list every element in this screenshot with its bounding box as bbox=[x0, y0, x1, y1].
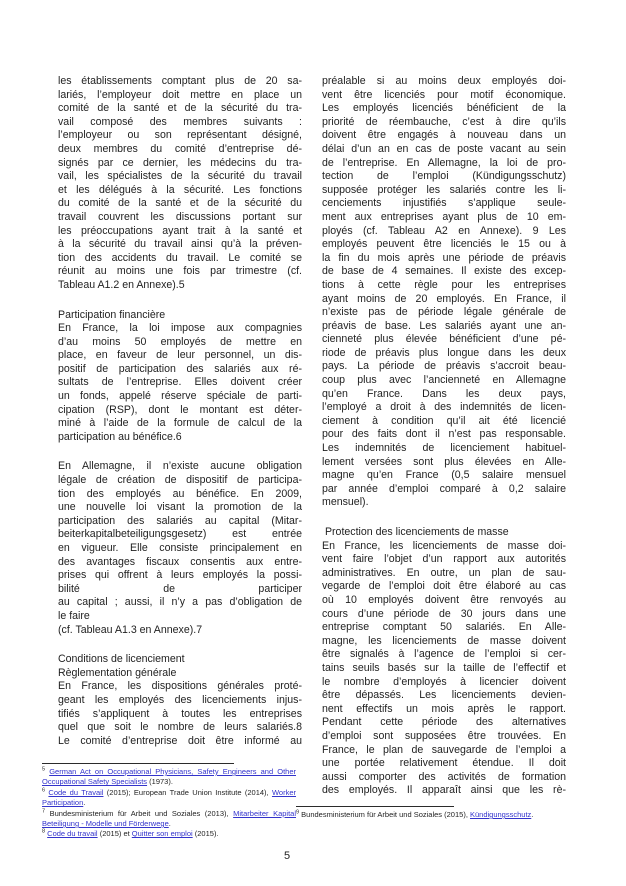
text-line: tifiés s’appliquent à toutes les entreprises bbox=[58, 707, 302, 720]
text-line: Le comité d’entreprise doit être informé au bbox=[58, 734, 302, 747]
text-line: Les employés licenciés bénéficient de la bbox=[322, 102, 566, 115]
text-line: tains seuils basés sur la taille de l’effectif et bbox=[322, 661, 566, 674]
text-line: à la sécurité du travail ainsi qu’à la préven- bbox=[58, 238, 302, 251]
text-line: aussi comporter des activités de formation bbox=[322, 770, 566, 783]
text-line: Participation financière bbox=[58, 308, 166, 321]
text-line: vegarde de l’emploi doit être élaboré au cas bbox=[322, 580, 566, 593]
text-line: supposée protéger les salariés contre les li- bbox=[322, 183, 566, 196]
text-line: du comité de la santé et de la sécurité du bbox=[58, 197, 302, 210]
footnote-link[interactable]: Quitter son emploi bbox=[131, 829, 193, 839]
footnote-text: (2015) et bbox=[97, 829, 132, 839]
text-line: doivent être engagés à nouveau dans un bbox=[322, 129, 566, 142]
paragraph-gap bbox=[58, 444, 302, 460]
paragraph-gap bbox=[322, 510, 566, 526]
text-line: lement versées sont plus élevées en Alle- bbox=[322, 455, 566, 468]
footnote-text: . bbox=[83, 798, 86, 808]
footnotes-left bbox=[42, 763, 296, 840]
footnote bbox=[42, 788, 296, 809]
footnote-link[interactable]: Mitarbeiter Kapital Beteiligung - Modelle und Förderwege bbox=[42, 808, 296, 829]
footnote-text: . bbox=[168, 819, 171, 829]
text-line: réunit au moins une fois par trimestre (cf. bbox=[58, 265, 302, 278]
text-line: prises qui offrent à leurs employés la possi- bbox=[58, 569, 302, 582]
text-line: et les délégués à la sécurité. Les fonctions bbox=[58, 183, 302, 196]
text-line: priorité de réembauche, c’est à dire qu’ils bbox=[322, 115, 566, 128]
footnote-text: . bbox=[531, 810, 534, 819]
text-line: riode de préavis plus longue dans les deux bbox=[322, 346, 566, 359]
footnote-number: 6 bbox=[42, 787, 46, 794]
text-line: d’emploi sont supposées être trouvées. En bbox=[322, 729, 566, 742]
paragraph bbox=[58, 680, 302, 748]
text-line: l’employé a droit à des indemnités de licen- bbox=[322, 401, 566, 414]
text-line: Pendant cette période des alternatives bbox=[322, 716, 566, 729]
text-line: ment aux entreprises ayant plus de 10 em- bbox=[322, 210, 566, 223]
text-line: tion des employés au bénéfice. En 2009, bbox=[58, 487, 302, 500]
footnote-number: 9 bbox=[296, 809, 300, 816]
text-line: employés peuvent être licenciés le 15 ou à bbox=[322, 238, 566, 251]
text-line: au capital ; aussi, il n’y a pas d’obligation de bbox=[58, 596, 302, 609]
text-line: délai d’un an en cas de poste vacant au sein bbox=[322, 142, 566, 155]
text-line: magne, les licenciements de masse doivent bbox=[322, 634, 566, 647]
text-line: quel que soit le nombre de leurs salariés.8 bbox=[58, 721, 302, 734]
paragraph-gap bbox=[58, 293, 302, 309]
footnote-link[interactable]: Worker Participation bbox=[42, 787, 296, 808]
footnote bbox=[42, 767, 296, 788]
text-line: être signalés à l’agence de l’emploi si cer- bbox=[322, 648, 566, 661]
paragraph-gap bbox=[58, 637, 302, 653]
text-line: tions à cette règle pour les entreprises bbox=[322, 278, 566, 291]
text-line: administratives. En outre, un plan de sau- bbox=[322, 566, 566, 579]
text-line: un fonds, appelé réserve spéciale de parti- bbox=[58, 390, 302, 403]
text-line: deux membres du comité d’entreprise dé- bbox=[58, 142, 302, 155]
text-line: ciement à condition qu’il ait été licencié bbox=[322, 414, 566, 427]
footnote-text: (2015); European Trade Union Institute (2014), bbox=[103, 787, 272, 797]
text-line: France, le plan de sauvegarde de l’emploi a bbox=[322, 743, 566, 756]
text-line: par année d’emploi comparé à 0,2 salaire bbox=[322, 482, 566, 495]
footnote-link[interactable]: German Act on Occupational Physicians, Safety Engineers and Other Occupational Safety Specialists bbox=[42, 767, 296, 787]
text-line: en vigueur. Elle consiste principalement en bbox=[58, 542, 302, 554]
paragraph bbox=[58, 75, 302, 293]
footnote-list-left bbox=[42, 767, 296, 840]
footnote-text: (1973). bbox=[147, 777, 173, 787]
text-line: En France, les licenciements de masse doi- bbox=[322, 539, 566, 552]
text-line: Conditions de licenciement bbox=[58, 653, 185, 666]
text-line: Règlementation générale bbox=[58, 666, 177, 679]
text-line: cours d’une période de 30 jours dans une bbox=[322, 607, 566, 620]
text-line: les établissements comptant plus de 20 sa- bbox=[58, 75, 302, 87]
text-line: vail composé des membres suivants : bbox=[58, 115, 302, 128]
paragraph bbox=[322, 540, 566, 798]
text-line: participation des salariés au capital (Mitar- bbox=[58, 514, 302, 527]
text-line: n’existe pas de période légale générale de bbox=[322, 306, 566, 319]
text-line: bilité de participer bbox=[58, 582, 302, 595]
text-line: vent être licenciés pour motif économique. bbox=[322, 88, 566, 101]
text-line: le faire bbox=[58, 609, 90, 622]
text-line: positif de participation des salariés aux ré- bbox=[58, 362, 302, 375]
text-line: ayant moins de 20 employés. En France, il bbox=[322, 292, 566, 305]
footnote bbox=[296, 810, 546, 820]
text-line: mensuel). bbox=[322, 496, 369, 509]
text-line: cenciements injustifiés s’applique seule- bbox=[322, 197, 566, 210]
footnote bbox=[42, 809, 296, 830]
text-line: En Allemagne, il n’existe aucune obligation bbox=[58, 460, 302, 473]
text-line: préavis de base. Les salariés ayant une an- bbox=[322, 319, 566, 332]
text-line: comité de la santé et de la sécurité du tra- bbox=[58, 102, 302, 115]
text-line: signés par ce dernier, les médecins du tra- bbox=[58, 156, 302, 169]
text-line: des avantages fiscaux consentis aux entre- bbox=[58, 555, 302, 568]
text-line: préalable si au moins deux employés doi- bbox=[322, 75, 566, 87]
text-line: l’employeur ou son représentant désigné, bbox=[58, 129, 302, 142]
text-line: cienneté plus élevée bénéficient d’une pé- bbox=[322, 333, 566, 346]
text-line: Les indemnités de licenciement habituel- bbox=[322, 442, 566, 455]
section-heading bbox=[58, 309, 302, 323]
footnote-link[interactable]: Code du travail bbox=[47, 829, 98, 839]
text-line: Protection des licenciements de masse bbox=[322, 526, 509, 538]
footnote-number: 7 bbox=[42, 808, 46, 815]
text-line: lariés, l’employeur doit mettre en place un bbox=[58, 88, 302, 101]
text-line: de base de 4 semaines. Il existe des excep- bbox=[322, 265, 566, 278]
footnote-number: 8 bbox=[42, 828, 46, 835]
footnote-number: 5 bbox=[42, 766, 46, 773]
text-line: participation au bénéfice.6 bbox=[58, 430, 182, 443]
text-line: qu’en France. Dans les deux pays, bbox=[322, 387, 566, 400]
text-line: une nouvelle loi visant la promotion de la bbox=[58, 501, 302, 514]
text-line: tection de l’emploi (Kündigungsschutz) bbox=[322, 170, 566, 183]
footnote-text: Bundesministerium für Arbeit und Soziales (2013), bbox=[45, 808, 234, 818]
left-column bbox=[58, 75, 302, 748]
footnote-link[interactable]: Code du Travail bbox=[48, 787, 104, 797]
text-line: la fin du mois après une période de préavis bbox=[322, 251, 566, 264]
text-line: coup plus avec l’ancienneté en Allemagne bbox=[322, 374, 566, 387]
text-line: travail couvrent les discussions portant sur bbox=[58, 210, 302, 223]
text-line: En France, les dispositions générales proté- bbox=[58, 680, 302, 693]
text-line: geant les employés des licenciements injus- bbox=[58, 693, 302, 706]
paragraph bbox=[58, 460, 302, 637]
footnote-separator-left bbox=[42, 763, 234, 764]
footnote-text: Bundesministerium für Arbeit und Soziales (2015), bbox=[299, 810, 470, 819]
text-line: d’au moins 50 employés de mettre en bbox=[58, 335, 302, 348]
text-line: pour des faits dont il n’est pas responsable. bbox=[322, 428, 566, 441]
text-line: ployés (cf. Tableau A2 en Annexe). 9 Les bbox=[322, 224, 566, 237]
text-line: le nombre d’employés à licencier doivent bbox=[322, 675, 566, 688]
text-line: légale de création de dispositif de participa- bbox=[58, 474, 302, 487]
footnote-list-right bbox=[296, 810, 546, 820]
text-line: les préoccupations ayant trait à la santé et bbox=[58, 224, 302, 237]
footnote-separator-right bbox=[296, 806, 454, 807]
text-line: En France, la loi impose aux compagnies bbox=[58, 322, 302, 335]
text-line: une portée relativement étendue. Il doit bbox=[322, 757, 566, 770]
text-line: tion des accidents du travail. Le comité se bbox=[58, 251, 302, 264]
text-line: où 10 employés doivent être renvoyés au bbox=[322, 593, 566, 606]
text-line: nent effectifs un mois après le rapport. bbox=[322, 702, 566, 715]
right-column bbox=[322, 75, 566, 798]
text-line: beiterkapitalbeteiligungsgesetz) est entrée bbox=[58, 528, 302, 541]
text-line: Tableau A1.2 en Annexe).5 bbox=[58, 278, 185, 291]
footnotes-right bbox=[296, 806, 546, 820]
text-line: place, en faveur de leur personnel, un dis- bbox=[58, 349, 302, 362]
text-line: vail, les spécialistes de la sécurité du travail bbox=[58, 170, 302, 183]
text-line: magne qu’en France (0,5 salaire mensuel bbox=[322, 469, 566, 482]
text-line: des employés. Il apparaît ainsi que les rè- bbox=[322, 784, 566, 797]
page-number: 5 bbox=[284, 850, 291, 862]
text-line: de l’entreprise. En Allemagne, la loi de pro- bbox=[322, 156, 566, 169]
text-line: vent faire l’objet d’un rapport aux autorités bbox=[322, 553, 566, 566]
paragraph bbox=[322, 75, 566, 510]
text-line: cipation (RSP), dont le montant est déter- bbox=[58, 403, 302, 416]
footnote-link[interactable]: Kündigungsschutz bbox=[469, 810, 532, 819]
text-line: miné à l’aide de la formule de calcul de la bbox=[58, 417, 302, 430]
footnote bbox=[42, 829, 296, 839]
paragraph bbox=[58, 322, 302, 444]
text-line: être dépassés. Les licenciements devien- bbox=[322, 689, 566, 702]
text-line: (cf. Tableau A1.3 en Annexe).7 bbox=[58, 623, 203, 636]
footnote-text: (2015). bbox=[192, 829, 219, 839]
section-heading bbox=[58, 653, 302, 680]
section-heading bbox=[322, 526, 566, 540]
text-line: pays. La période de préavis s’accroit beau- bbox=[322, 360, 566, 373]
text-line: sultats de l’entreprise. Elles doivent créer bbox=[58, 376, 302, 389]
text-line: entreprise comptant 50 salariés. En Alle- bbox=[322, 621, 566, 634]
